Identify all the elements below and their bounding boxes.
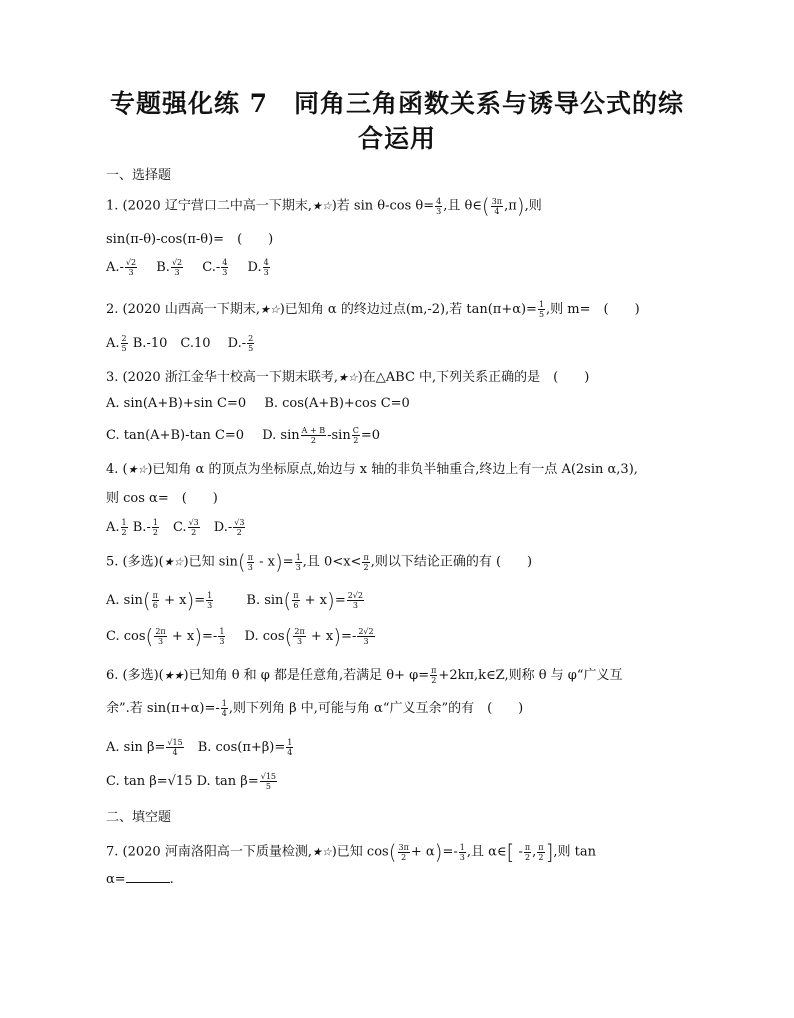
- difficulty-stars: ★☆: [259, 303, 280, 316]
- option-d[interactable]: D.- $\frac{√3}{2}$: [200, 518, 245, 537]
- question-4: 4. (★☆)已知角 α 的顶点为坐标原点,始边与 x 轴的非负半轴重合,终边上有一点 A(2sin α,3),: [106, 462, 638, 477]
- question-6-line2: 余”.若 sin(π+α)=- $\frac{1}{4}$ ,则下列角 β 中,可能与角 α“广义互余”的有 ( ): [106, 699, 524, 718]
- fraction: $\frac{3\pi}{4}$: [491, 196, 503, 216]
- question-6-options-row2: [106, 772, 278, 791]
- question-5: 5. (多选)(★☆)已知 sin( $\frac{\pi}{3}$ - x)= $\frac{1}{3}$ ,且 0<x< $\frac{\pi}{2}$ ,则以下结论正确的有 ( ): [106, 550, 533, 574]
- option-a[interactable]: A. $\frac{2}{5}$: [106, 334, 127, 353]
- question-1-options: [106, 258, 271, 277]
- option-d[interactable]: D. cos( $\frac{2\pi}{3}$ + x)=- $\frac{2√2}{3}$: [244, 624, 374, 648]
- page-title: 专题强化练 7 同角三角函数关系与诱导公式的综: [109, 89, 685, 118]
- question-5-options-row1: [106, 588, 365, 612]
- fraction: $\frac{4}{3}$: [436, 196, 442, 216]
- difficulty-stars: ★☆: [311, 199, 332, 213]
- option-a[interactable]: A.- $\frac{√2}{3}$: [106, 258, 137, 277]
- option-a[interactable]: A. sin β= $\frac{√15}{4}$: [106, 738, 183, 757]
- option-bcd[interactable]: B.-10 C.10 D.- $\frac{2}{5}$: [128, 334, 254, 353]
- option-c[interactable]: C. tan(A+B)-tan C=0: [106, 428, 245, 443]
- page-title-cont: 合运用: [357, 124, 436, 153]
- option-a[interactable]: A. $\frac{1}{2}$: [106, 518, 127, 537]
- difficulty-stars: ★☆: [163, 555, 184, 569]
- option-b[interactable]: B.- $\frac{1}{2}$: [128, 518, 158, 537]
- question-4-options: [106, 516, 246, 537]
- question-3: 3. (2020 浙江金华十校高一下期末联考,★☆)在△ABC 中,下列关系正确的是 ( ): [106, 370, 590, 385]
- section-heading-fill: 二、填空题: [106, 810, 172, 825]
- question-7: 7. (2020 河南洛阳高一下质量检测,★☆)已知 cos( $\frac{3\pi}{2}$ + α)=- $\frac{1}{3}$ ,且 α∈[ - $\frac{\pi}{2}$ , $\frac{\pi}{2}$ ],则 tan: [106, 840, 596, 864]
- difficulty-stars: ★★: [163, 669, 184, 682]
- question-4-line2: 则 cos α= ( ): [106, 491, 218, 506]
- question-6: 6. (多选)(★★)已知角 θ 和 φ 都是任意角,若满足 θ+ φ= $\frac{\pi}{2}$ +2kπ,k∈Z,则称 θ 与 φ“广义互: [106, 666, 623, 685]
- option-d[interactable]: D. $\frac{4}{3}$: [247, 258, 269, 277]
- option-a[interactable]: A. sin( $\frac{\pi}{6}$ + x)= $\frac{1}{3}$: [106, 588, 213, 612]
- question-3-options-row1: [106, 396, 410, 411]
- option-b[interactable]: B. cos(π+β)= $\frac{1}{4}$: [184, 738, 293, 757]
- difficulty-stars: ★☆: [337, 371, 358, 384]
- difficulty-stars: ★☆: [311, 845, 332, 859]
- option-c[interactable]: C. cos( $\frac{2\pi}{3}$ + x)=- $\frac{1}{3}$: [106, 624, 225, 648]
- question-5-options-row2: [106, 624, 376, 648]
- option-b[interactable]: B. sin( $\frac{\pi}{6}$ + x)= $\frac{2√2}{3}$: [246, 588, 363, 612]
- question-1-line2: sin(π-θ)-cos(π-θ)= ( ): [106, 232, 274, 247]
- question-1: 1. (2020 辽宁营口二中高一下期末,★☆)若 sin θ-cos θ= $\frac{4}{3}$ ,且 θ∈( $\frac{3\pi}{4}$ ,π),则: [106, 194, 542, 218]
- option-c[interactable]: C.- $\frac{4}{3}$: [202, 258, 228, 277]
- option-b[interactable]: B. cos(A+B)+cos C=0: [264, 396, 410, 411]
- answer-blank[interactable]: [126, 872, 170, 883]
- option-d[interactable]: D. tan β= $\frac{√15}{5}$: [192, 772, 276, 791]
- option-a[interactable]: A. sin(A+B)+sin C=0: [106, 396, 247, 411]
- option-d[interactable]: D. sin $\frac{A + B}{2}$ -sin $\frac{C}{2}$ =0: [262, 426, 380, 445]
- question-2-options: [106, 332, 255, 353]
- question-2: 2. (2020 山西高一下期末,★☆)已知角 α 的终边过点(m,-2),若 tan(π+α)= $\frac{1}{5}$ ,则 m= ( ): [106, 300, 640, 319]
- question-7-line2: α= .: [106, 872, 174, 887]
- section-heading-choice: 一、选择题: [106, 168, 172, 183]
- difficulty-stars: ★☆: [127, 463, 148, 476]
- option-b[interactable]: B. $\frac{√2}{3}$: [156, 258, 183, 277]
- fraction: $\frac{1}{5}$: [538, 300, 545, 319]
- option-c[interactable]: C. tan β=√15: [106, 774, 193, 789]
- option-c[interactable]: C. $\frac{√3}{2}$: [159, 518, 199, 537]
- question-6-options-row1: [106, 736, 294, 757]
- question-3-options-row2: [106, 426, 380, 445]
